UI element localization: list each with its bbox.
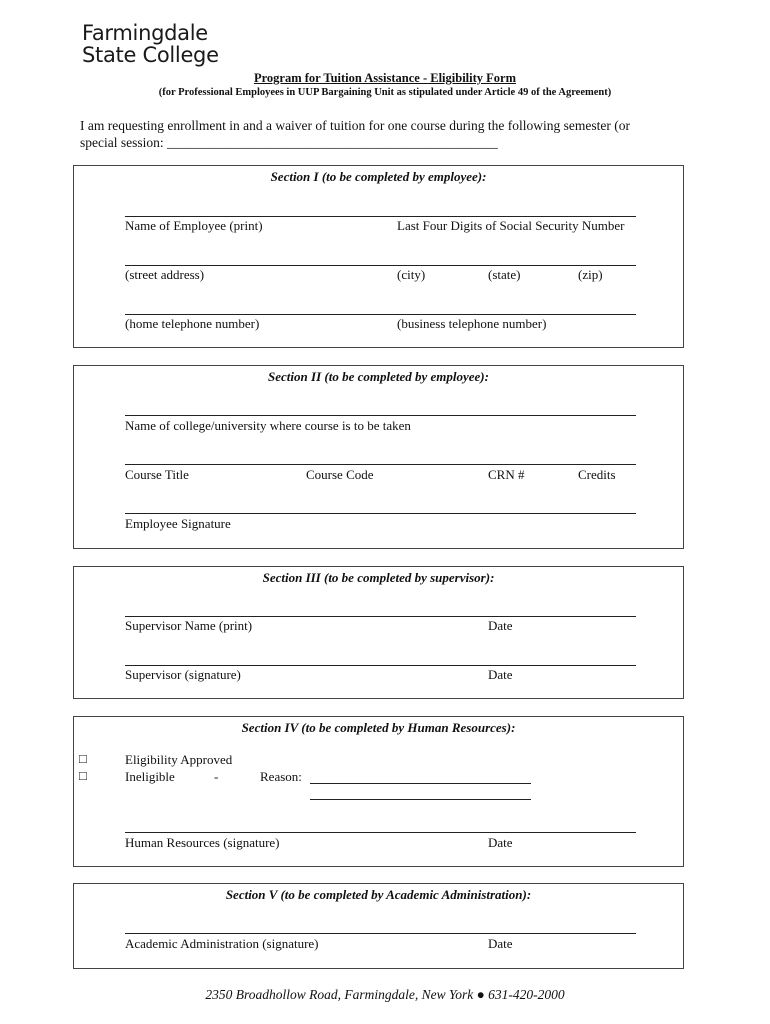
ineligible-dash: - <box>214 769 219 784</box>
supervisor-sig-date-label: Date <box>488 667 513 682</box>
section-4-box <box>73 716 684 867</box>
eligibility-approved-label: Eligibility Approved <box>125 752 233 767</box>
credits-label: Credits <box>578 467 616 482</box>
admin-signature-label: Academic Administration (signature) <box>125 936 319 951</box>
intro-paragraph <box>80 117 680 151</box>
section-3-title: Section III (to be completed by supervisor): <box>262 570 495 585</box>
section-2-title: Section II (to be completed by employee): <box>268 369 489 384</box>
employee-signature-label: Employee Signature <box>125 516 231 531</box>
reason-label: Reason: <box>260 769 302 784</box>
section-5-title: Section V (to be completed by Academic Administration): <box>225 887 532 902</box>
section-3-box <box>73 566 684 699</box>
ineligible-label: Ineligible <box>125 769 175 784</box>
section-1-title: Section I (to be completed by employee): <box>270 169 487 184</box>
employee-signature-line[interactable] <box>125 513 636 514</box>
admin-signature-line[interactable] <box>125 933 636 934</box>
zip-label: (zip) <box>578 267 603 282</box>
reason-line-2[interactable] <box>310 799 531 800</box>
college-logo <box>82 22 219 66</box>
home-phone-label: (home telephone number) <box>125 316 260 331</box>
course-code-label: Course Code <box>306 467 374 482</box>
employee-name-line[interactable] <box>125 216 636 217</box>
section-5-box <box>73 883 684 969</box>
street-label: (street address) <box>125 267 205 282</box>
form-title: Program for Tuition Assistance - Eligibility Form <box>253 71 517 85</box>
section-4-title: Section IV (to be completed by Human Resources): <box>241 720 516 735</box>
section-2-box <box>73 365 684 549</box>
hr-signature-label: Human Resources (signature) <box>125 835 280 850</box>
footer-address: 2350 Broadhollow Road, Farmingdale, New York ● 631-420-2000 <box>205 987 565 1002</box>
ssn-label: Last Four Digits of Social Security Number <box>397 218 625 233</box>
reason-line-1[interactable] <box>310 783 531 784</box>
city-label: (city) <box>397 267 426 282</box>
ineligible-checkbox[interactable]: □ <box>79 768 87 783</box>
employee-name-label: Name of Employee (print) <box>125 218 263 233</box>
supervisor-name-line[interactable] <box>125 616 636 617</box>
hr-signature-line[interactable] <box>125 832 636 833</box>
course-line[interactable] <box>125 464 636 465</box>
address-line[interactable] <box>125 265 636 266</box>
admin-date-label: Date <box>488 936 513 951</box>
supervisor-date-label: Date <box>488 618 513 633</box>
crn-label: CRN # <box>488 467 525 482</box>
college-label: Name of college/university where course is to be taken <box>125 418 411 433</box>
college-line[interactable] <box>125 415 636 416</box>
supervisor-signature-line[interactable] <box>125 665 636 666</box>
hr-date-label: Date <box>488 835 513 850</box>
supervisor-name-label: Supervisor Name (print) <box>125 618 253 633</box>
logo-line-1: Farmingdale <box>82 21 208 45</box>
section-1-box <box>73 165 684 348</box>
approved-checkbox[interactable]: □ <box>79 751 87 766</box>
logo-line-2: State College <box>82 43 219 67</box>
form-subtitle: (for Professional Employees in UUP Bargaining Unit as stipulated under Article 49 of the Agreement) <box>158 87 612 98</box>
supervisor-signature-label: Supervisor (signature) <box>125 667 241 682</box>
intro-line-2[interactable]: special session: _________________________________________________ <box>80 135 498 150</box>
state-label: (state) <box>488 267 521 282</box>
intro-line-1: I am requesting enrollment in and a waiver of tuition for one course during the following semester (or <box>80 118 630 133</box>
course-title-label: Course Title <box>125 467 189 482</box>
phone-line[interactable] <box>125 314 636 315</box>
business-phone-label: (business telephone number) <box>397 316 547 331</box>
